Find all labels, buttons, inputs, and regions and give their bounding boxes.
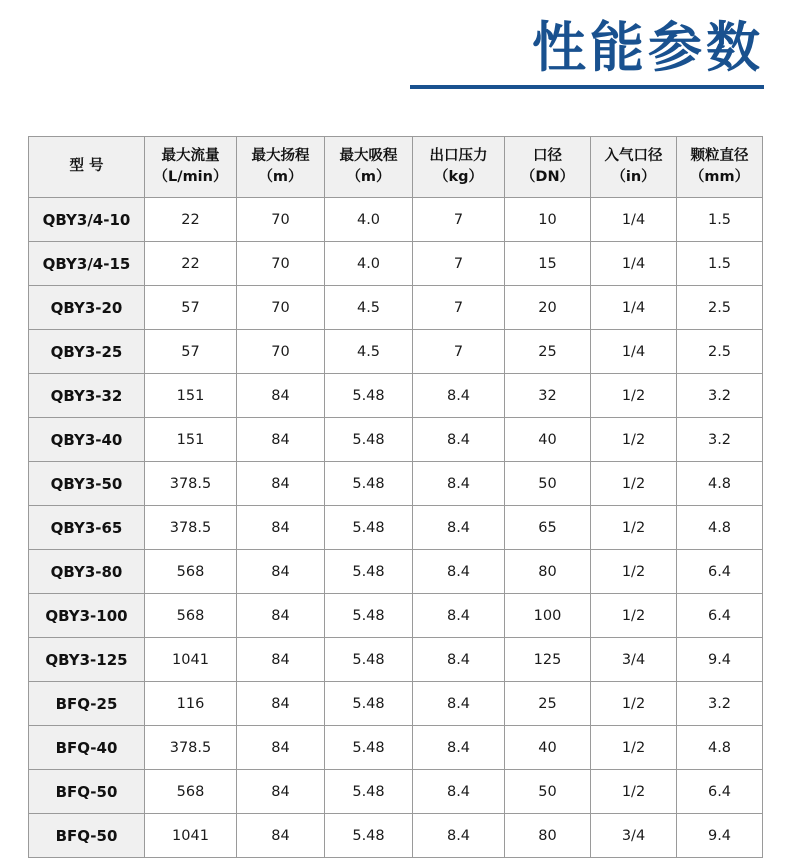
performance-parameters-table — [28, 136, 763, 858]
column-header-line1: 入气口径 — [604, 147, 663, 164]
column-header-line1: 最大扬程 — [251, 147, 310, 164]
column-header-air-inlet — [591, 137, 677, 198]
cell-particle-diameter: 3.2 — [677, 418, 763, 462]
cell-max-flow: 568 — [145, 550, 237, 594]
cell-model: BFQ-50 — [29, 770, 145, 814]
cell-max-head: 84 — [237, 506, 325, 550]
cell-max-head: 84 — [237, 682, 325, 726]
cell-max-suction: 5.48 — [325, 462, 413, 506]
cell-max-flow: 378.5 — [145, 726, 237, 770]
table-row — [29, 638, 763, 682]
cell-bore: 80 — [505, 550, 591, 594]
cell-max-head: 84 — [237, 418, 325, 462]
cell-air-inlet: 1/2 — [591, 550, 677, 594]
cell-model: BFQ-40 — [29, 726, 145, 770]
cell-air-inlet: 1/2 — [591, 682, 677, 726]
cell-bore: 25 — [505, 682, 591, 726]
cell-particle-diameter: 1.5 — [677, 242, 763, 286]
cell-outlet-pressure: 7 — [413, 242, 505, 286]
table-body — [29, 198, 763, 858]
column-header-line1: 最大流量 — [161, 147, 220, 164]
cell-max-suction: 5.48 — [325, 374, 413, 418]
cell-outlet-pressure: 8.4 — [413, 638, 505, 682]
table-row — [29, 682, 763, 726]
cell-model: BFQ-25 — [29, 682, 145, 726]
cell-max-suction: 4.5 — [325, 286, 413, 330]
cell-max-suction: 5.48 — [325, 770, 413, 814]
column-header-outlet-pressure — [413, 137, 505, 198]
column-header-model — [29, 137, 145, 198]
cell-model: QBY3-40 — [29, 418, 145, 462]
cell-max-head: 70 — [237, 242, 325, 286]
table-row — [29, 506, 763, 550]
cell-air-inlet: 3/4 — [591, 814, 677, 858]
cell-particle-diameter: 3.2 — [677, 374, 763, 418]
cell-air-inlet: 1/2 — [591, 770, 677, 814]
cell-air-inlet: 1/2 — [591, 462, 677, 506]
table-row — [29, 770, 763, 814]
cell-model: BFQ-50 — [29, 814, 145, 858]
cell-particle-diameter: 2.5 — [677, 286, 763, 330]
cell-max-flow: 1041 — [145, 638, 237, 682]
cell-air-inlet: 1/4 — [591, 242, 677, 286]
cell-max-head: 70 — [237, 286, 325, 330]
cell-outlet-pressure: 7 — [413, 330, 505, 374]
cell-max-head: 70 — [237, 330, 325, 374]
cell-max-flow: 568 — [145, 594, 237, 638]
cell-model: QBY3-125 — [29, 638, 145, 682]
column-header-line1: 出口压力 — [429, 147, 488, 164]
cell-max-suction: 5.48 — [325, 550, 413, 594]
cell-air-inlet: 1/2 — [591, 418, 677, 462]
table-header-row — [29, 137, 763, 198]
column-header-line2: （kg） — [433, 169, 484, 185]
cell-max-suction: 5.48 — [325, 638, 413, 682]
cell-particle-diameter: 2.5 — [677, 330, 763, 374]
cell-model: QBY3-80 — [29, 550, 145, 594]
cell-max-flow: 378.5 — [145, 462, 237, 506]
cell-air-inlet: 1/4 — [591, 198, 677, 242]
table-row — [29, 286, 763, 330]
cell-particle-diameter: 4.8 — [677, 462, 763, 506]
cell-outlet-pressure: 7 — [413, 198, 505, 242]
cell-particle-diameter: 9.4 — [677, 638, 763, 682]
column-header-max-flow — [145, 137, 237, 198]
cell-air-inlet: 1/2 — [591, 506, 677, 550]
cell-outlet-pressure: 8.4 — [413, 770, 505, 814]
table-row — [29, 814, 763, 858]
table-row — [29, 374, 763, 418]
cell-particle-diameter: 4.8 — [677, 506, 763, 550]
cell-model: QBY3-20 — [29, 286, 145, 330]
cell-model: QBY3-50 — [29, 462, 145, 506]
cell-model: QBY3/4-10 — [29, 198, 145, 242]
cell-outlet-pressure: 8.4 — [413, 682, 505, 726]
cell-model: QBY3/4-15 — [29, 242, 145, 286]
cell-bore: 15 — [505, 242, 591, 286]
column-header-bore — [505, 137, 591, 198]
cell-bore: 32 — [505, 374, 591, 418]
cell-max-flow: 568 — [145, 770, 237, 814]
column-header-line1: 颗粒直径 — [690, 147, 749, 164]
cell-max-suction: 5.48 — [325, 682, 413, 726]
page-title: 性能参数 — [532, 16, 764, 79]
cell-max-suction: 5.48 — [325, 506, 413, 550]
table-row — [29, 462, 763, 506]
column-header-max-head — [237, 137, 325, 198]
cell-max-suction: 4.5 — [325, 330, 413, 374]
cell-max-flow: 116 — [145, 682, 237, 726]
cell-air-inlet: 1/2 — [591, 726, 677, 770]
cell-bore: 50 — [505, 770, 591, 814]
cell-air-inlet: 1/4 — [591, 286, 677, 330]
column-header-line1: 口径 — [533, 147, 562, 164]
table-row — [29, 242, 763, 286]
cell-max-suction: 4.0 — [325, 198, 413, 242]
cell-bore: 80 — [505, 814, 591, 858]
cell-outlet-pressure: 8.4 — [413, 462, 505, 506]
cell-max-flow: 22 — [145, 198, 237, 242]
cell-particle-diameter: 6.4 — [677, 550, 763, 594]
table-row — [29, 726, 763, 770]
cell-model: QBY3-65 — [29, 506, 145, 550]
cell-max-head: 84 — [237, 726, 325, 770]
cell-max-head: 70 — [237, 198, 325, 242]
cell-bore: 125 — [505, 638, 591, 682]
title-underline — [410, 85, 764, 89]
column-header-max-suction — [325, 137, 413, 198]
cell-max-head: 84 — [237, 594, 325, 638]
cell-bore: 40 — [505, 726, 591, 770]
cell-max-suction: 4.0 — [325, 242, 413, 286]
cell-max-flow: 378.5 — [145, 506, 237, 550]
cell-outlet-pressure: 8.4 — [413, 418, 505, 462]
cell-max-flow: 151 — [145, 374, 237, 418]
cell-max-flow: 57 — [145, 286, 237, 330]
spec-table-container — [28, 136, 762, 858]
column-header-line2: （m） — [346, 169, 391, 185]
cell-max-head: 84 — [237, 550, 325, 594]
cell-outlet-pressure: 8.4 — [413, 594, 505, 638]
cell-max-suction: 5.48 — [325, 594, 413, 638]
cell-max-suction: 5.48 — [325, 814, 413, 858]
column-header-line2: （mm） — [689, 169, 750, 185]
cell-bore: 100 — [505, 594, 591, 638]
cell-air-inlet: 1/4 — [591, 330, 677, 374]
cell-particle-diameter: 6.4 — [677, 770, 763, 814]
cell-max-flow: 151 — [145, 418, 237, 462]
cell-air-inlet: 1/2 — [591, 594, 677, 638]
cell-bore: 65 — [505, 506, 591, 550]
column-header-line2: （L/min） — [153, 169, 228, 185]
table-header — [29, 137, 763, 198]
cell-max-head: 84 — [237, 462, 325, 506]
cell-outlet-pressure: 8.4 — [413, 726, 505, 770]
cell-model: QBY3-32 — [29, 374, 145, 418]
column-header-line1: 最大吸程 — [339, 147, 398, 164]
cell-model: QBY3-100 — [29, 594, 145, 638]
cell-particle-diameter: 3.2 — [677, 682, 763, 726]
cell-max-head: 84 — [237, 638, 325, 682]
column-header-line2: （in） — [611, 169, 656, 185]
cell-max-flow: 57 — [145, 330, 237, 374]
cell-particle-diameter: 1.5 — [677, 198, 763, 242]
cell-max-flow: 1041 — [145, 814, 237, 858]
cell-particle-diameter: 4.8 — [677, 726, 763, 770]
table-row — [29, 594, 763, 638]
cell-bore: 10 — [505, 198, 591, 242]
table-row — [29, 418, 763, 462]
column-header-line1: 型 号 — [69, 158, 104, 175]
cell-bore: 20 — [505, 286, 591, 330]
column-header-particle-diameter — [677, 137, 763, 198]
page-header — [394, 18, 764, 89]
cell-max-suction: 5.48 — [325, 418, 413, 462]
cell-outlet-pressure: 8.4 — [413, 506, 505, 550]
column-header-line2: （DN） — [520, 169, 575, 185]
cell-bore: 25 — [505, 330, 591, 374]
cell-max-head: 84 — [237, 770, 325, 814]
table-row — [29, 330, 763, 374]
cell-max-suction: 5.48 — [325, 726, 413, 770]
cell-max-head: 84 — [237, 814, 325, 858]
cell-outlet-pressure: 8.4 — [413, 374, 505, 418]
cell-model: QBY3-25 — [29, 330, 145, 374]
cell-air-inlet: 3/4 — [591, 638, 677, 682]
cell-air-inlet: 1/2 — [591, 374, 677, 418]
table-row — [29, 550, 763, 594]
cell-max-head: 84 — [237, 374, 325, 418]
cell-outlet-pressure: 8.4 — [413, 550, 505, 594]
cell-max-flow: 22 — [145, 242, 237, 286]
cell-particle-diameter: 9.4 — [677, 814, 763, 858]
cell-particle-diameter: 6.4 — [677, 594, 763, 638]
cell-outlet-pressure: 8.4 — [413, 814, 505, 858]
cell-bore: 50 — [505, 462, 591, 506]
table-row — [29, 198, 763, 242]
cell-bore: 40 — [505, 418, 591, 462]
column-header-line2: （m） — [258, 169, 303, 185]
cell-outlet-pressure: 7 — [413, 286, 505, 330]
